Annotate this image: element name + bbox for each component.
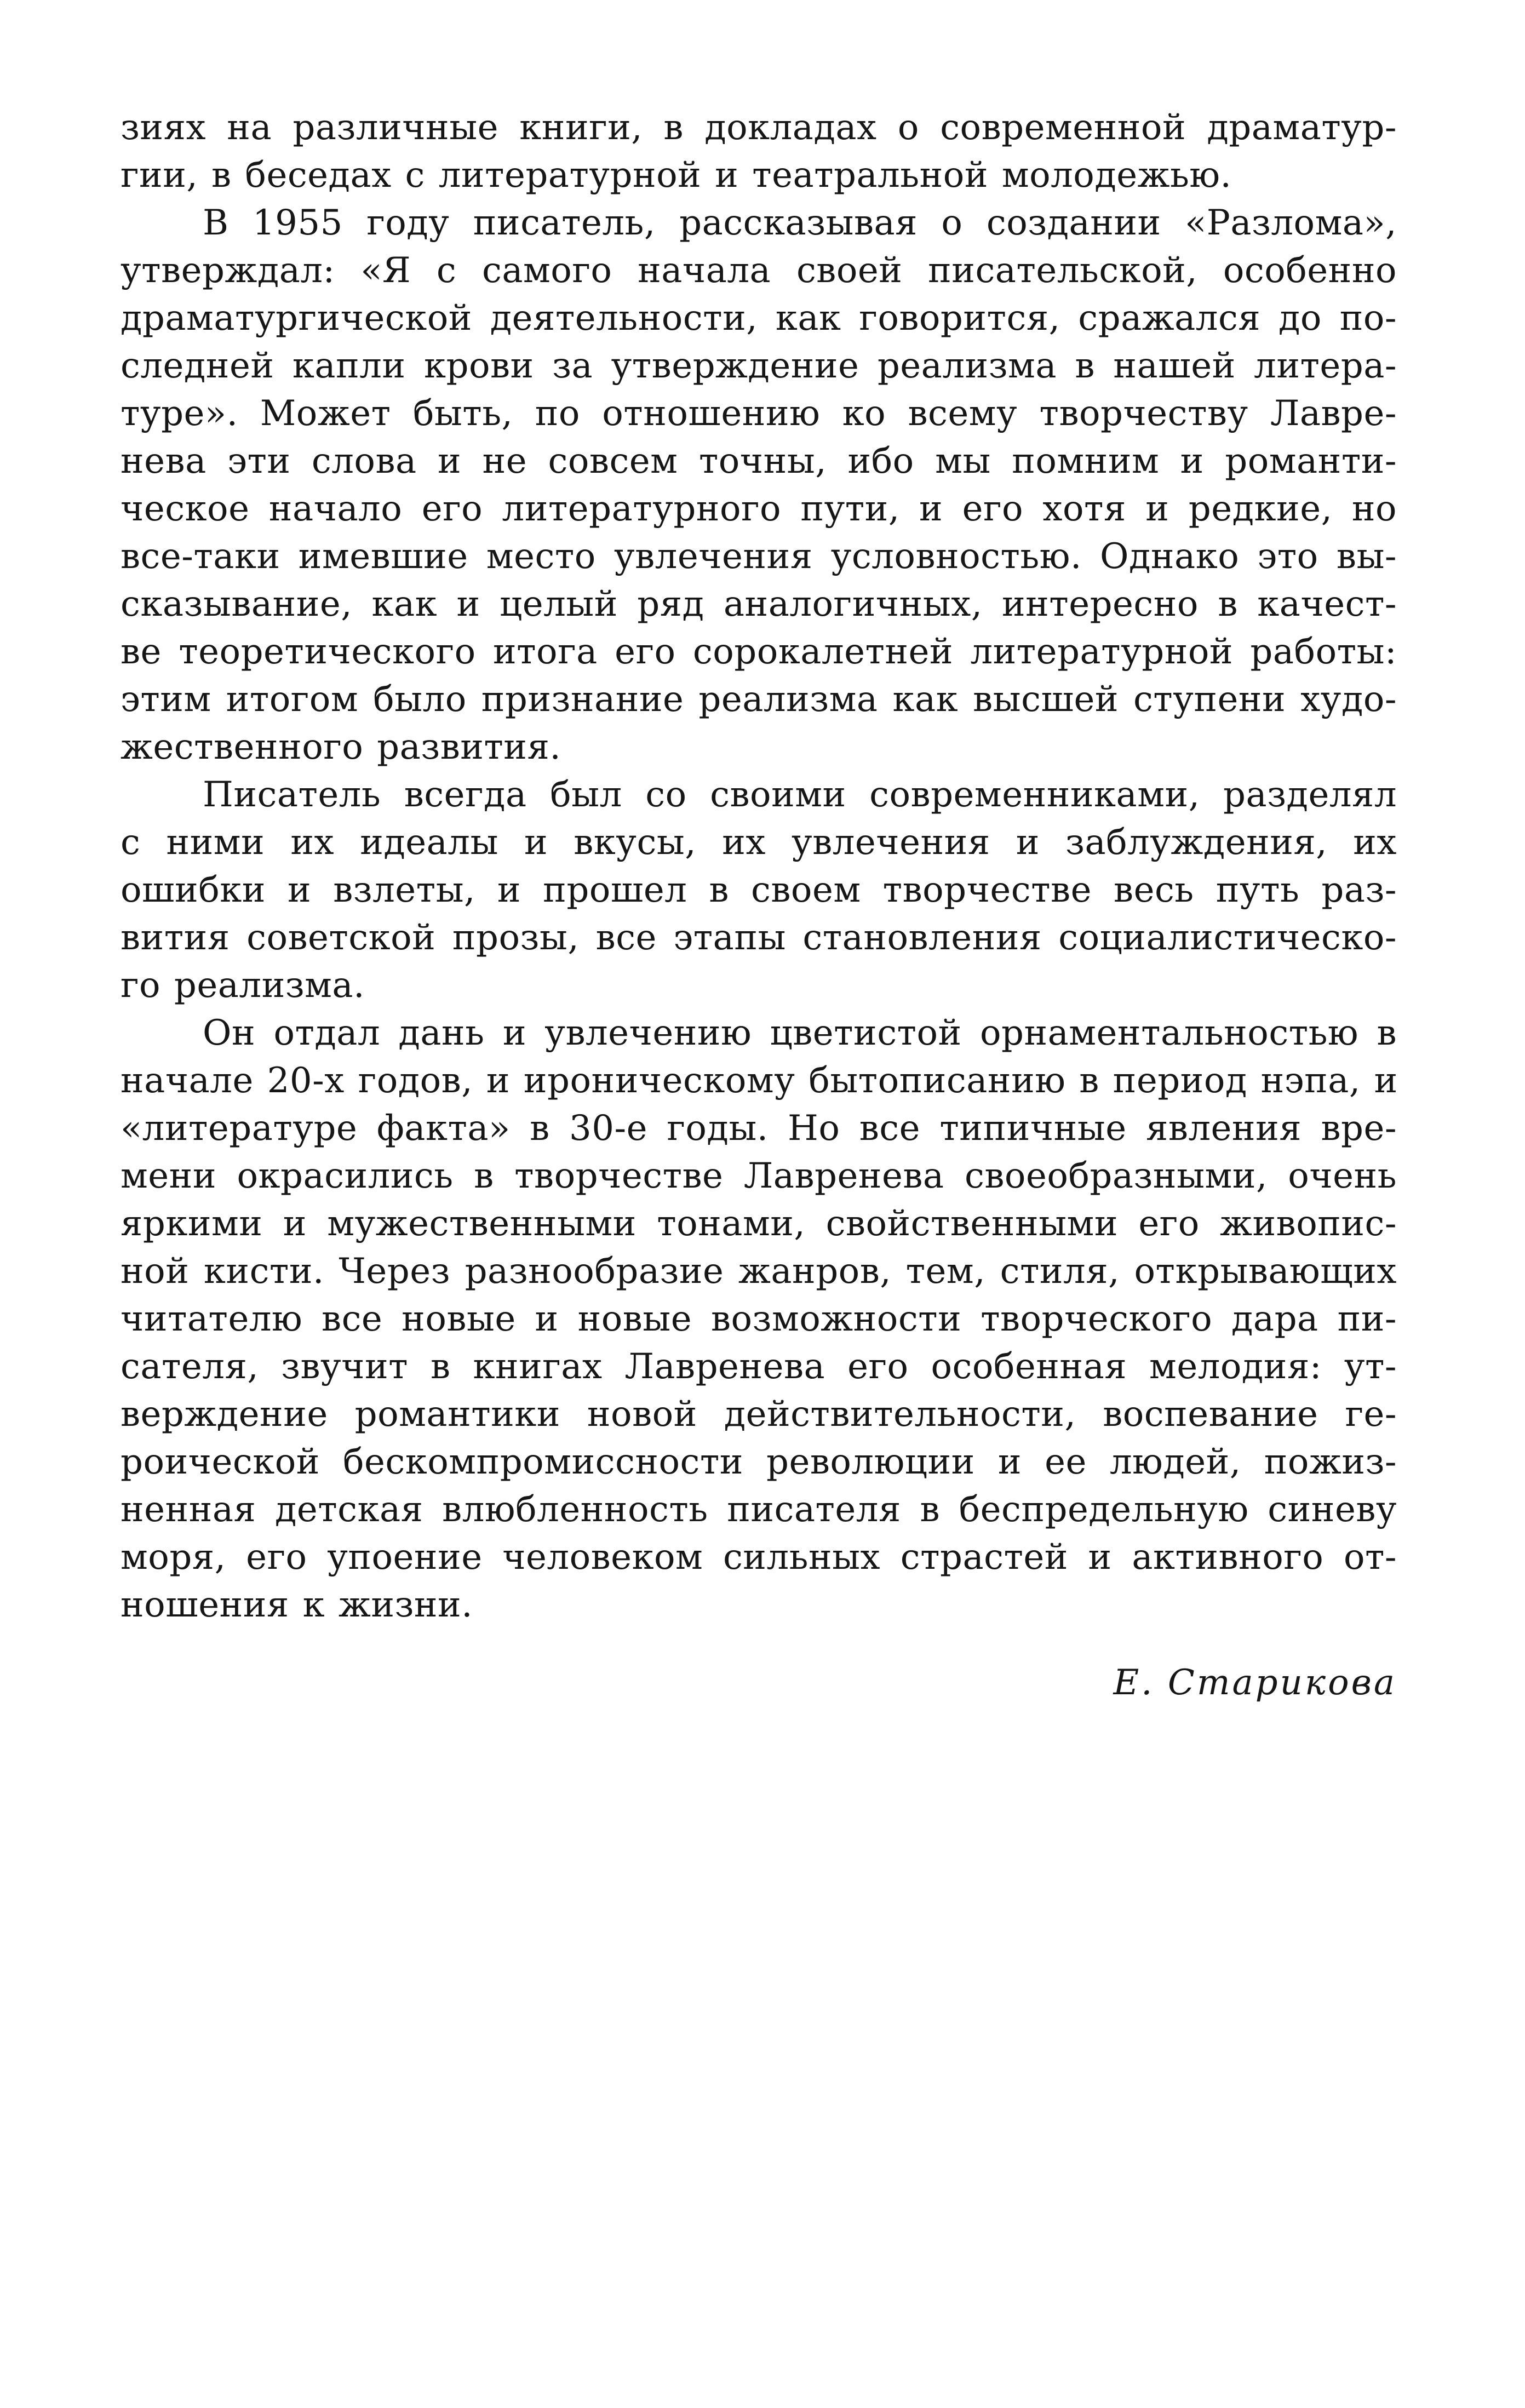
text-line: ошибки и взлеты, и прошел в своем творчестве весь путь раз-	[121, 870, 1397, 910]
text-line: го реализма.	[121, 965, 365, 1006]
text-line: ве теоретического итога его сорокалетней литературной работы:	[121, 632, 1397, 672]
text-line: нева эти слова и не совсем точны, ибо мы помним и романти-	[121, 441, 1397, 481]
text-line: моря, его упоение человеком сильных страстей и активного от-	[121, 1537, 1397, 1578]
text-line: «литературе факта» в 30-е годы. Но все типичные явления вре-	[121, 1108, 1397, 1149]
text-line: яркими и мужественными тонами, свойственными его живопис-	[121, 1203, 1397, 1244]
text-line: сказывание, как и целый ряд аналогичных, интересно в качест-	[121, 584, 1397, 624]
text-line: следней капли крови за утверждение реализма в нашей литера-	[121, 346, 1397, 386]
text-line: ношения к жизни.	[121, 1585, 473, 1625]
text-line: жественного развития.	[121, 727, 561, 767]
body-text	[121, 104, 1397, 1629]
author-signature: Е. Старикова	[1113, 1662, 1397, 1703]
text-line: начале 20-х годов, и ироническому бытописанию в период нэпа, и	[121, 1060, 1398, 1101]
text-line: драматургической деятельности, как говорится, сражался до по-	[121, 298, 1397, 339]
text-line: зиях на различные книги, в докладах о современной драматур-	[121, 107, 1397, 148]
paragraph-1	[121, 104, 1397, 199]
text-line: верждение романтики новой действительности, воспевание ге-	[121, 1394, 1397, 1435]
text-line: вития советской прозы, все этапы становления социалистическо-	[121, 918, 1397, 958]
text-line: В 1955 году писатель, рассказывая о создании «Разлома»,	[203, 203, 1397, 243]
text-line: роической бескомпромиссности революции и ее людей, пожиз-	[121, 1442, 1397, 1482]
text-line: мени окрасились в творчестве Лавренева своеобразными, очень	[121, 1156, 1397, 1196]
text-line: утверждал: «Я с самого начала своей писательской, особенно	[121, 250, 1397, 291]
text-line: гии, в беседах с литературной и театральной молодежью.	[121, 155, 1232, 196]
text-line: Он отдал дань и увлечению цветистой орнаментальностью в	[203, 1013, 1397, 1053]
text-line: с ними их идеалы и вкусы, их увлечения и заблуждения, их	[121, 822, 1397, 863]
paragraph-4	[121, 1010, 1397, 1629]
text-line: Писатель всегда был со своими современниками, разделял	[203, 775, 1397, 815]
text-line: этим итогом было признание реализма как высшей ступени худо-	[121, 679, 1397, 720]
text-line: читателю все новые и новые возможности творческого дара пи-	[121, 1299, 1397, 1339]
text-line: туре». Может быть, по отношению ко всему творчеству Лавре-	[121, 393, 1397, 434]
paragraph-2	[121, 199, 1397, 771]
text-line: все-таки имевшие место увлечения условностью. Однако это вы-	[121, 536, 1397, 577]
text-line: ной кисти. Через разнообразие жанров, тем, стиля, открывающих	[121, 1251, 1397, 1292]
text-line: ненная детская влюбленность писателя в беспредельную синеву	[121, 1489, 1397, 1530]
text-line: ческое начало его литературного пути, и его хотя и редкие, но	[121, 489, 1397, 529]
text-line: сателя, звучит в книгах Лавренева его особенная мелодия: ут-	[121, 1346, 1397, 1387]
paragraph-3	[121, 771, 1397, 1010]
